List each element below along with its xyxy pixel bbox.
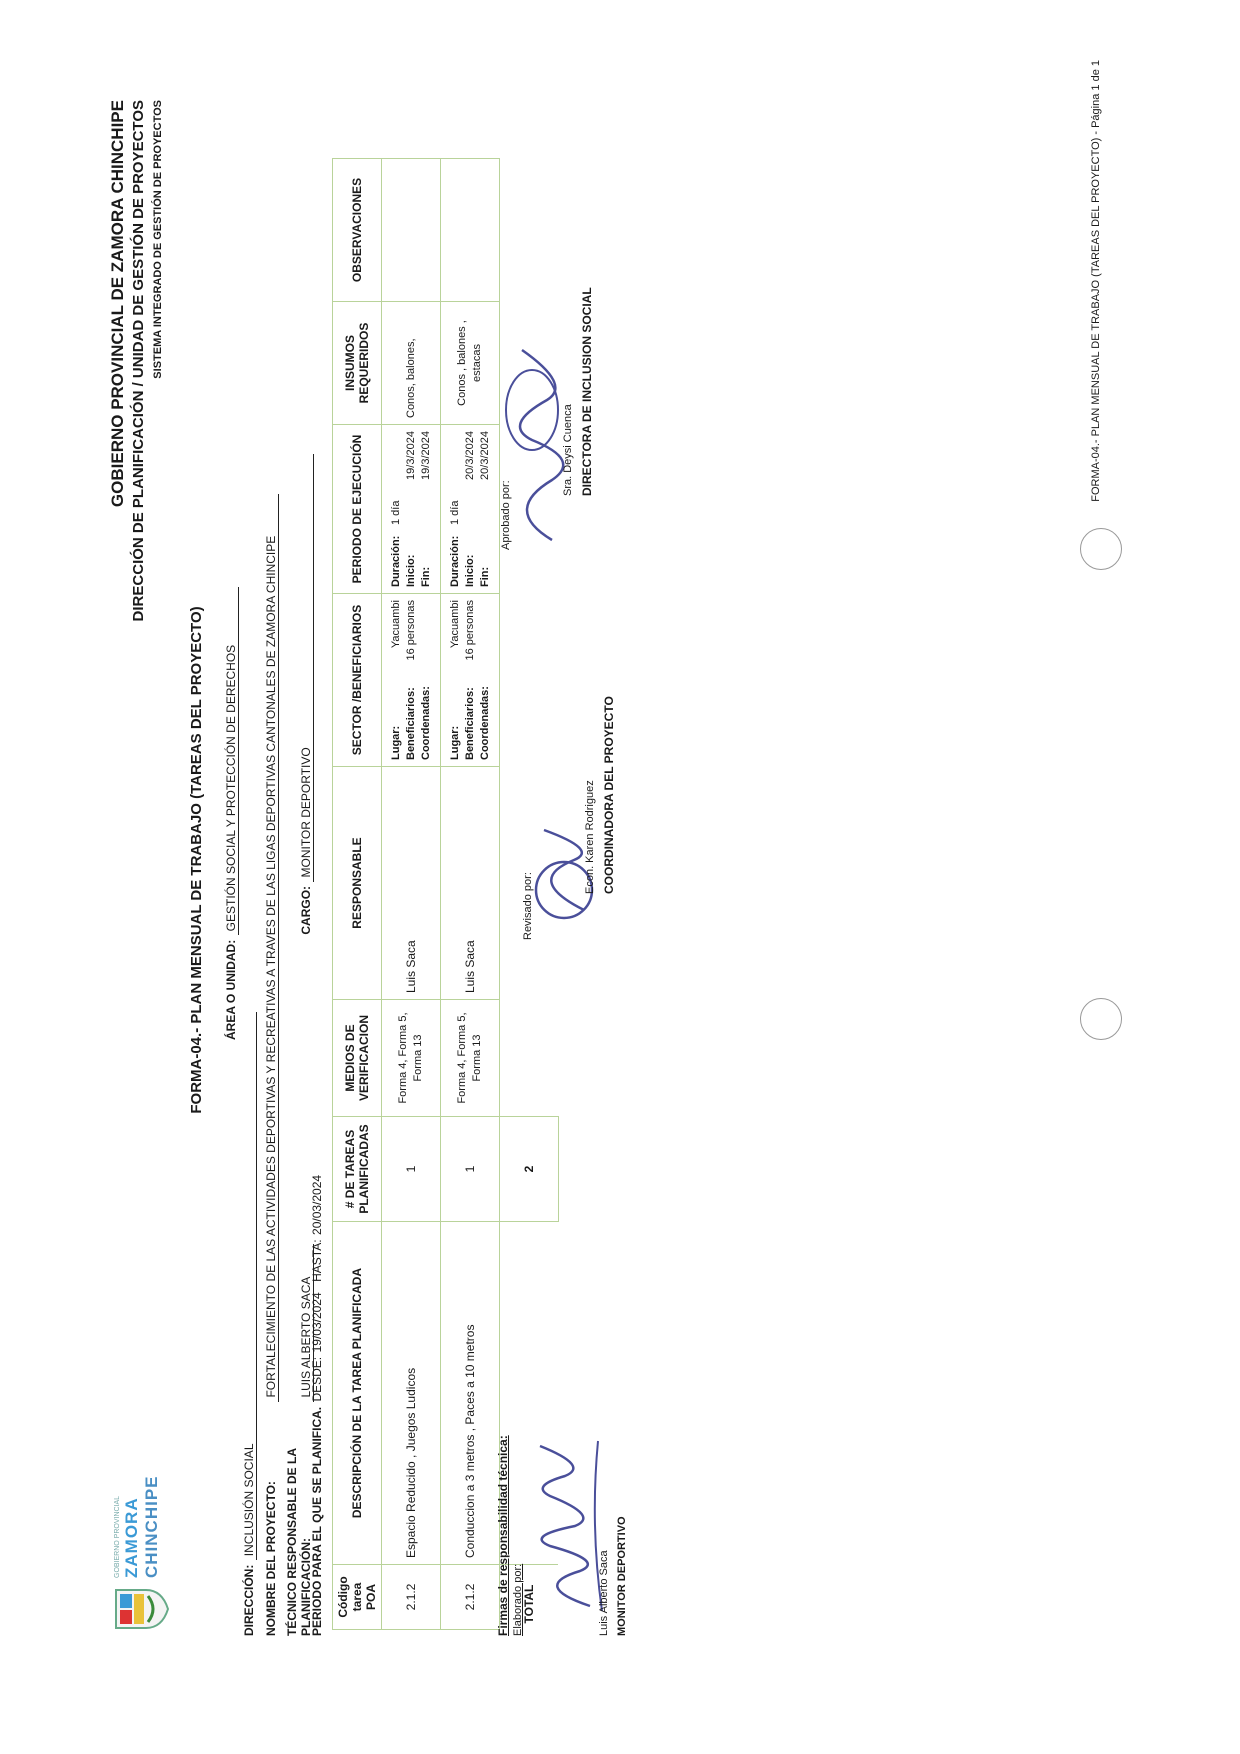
elaborado-label: Elaborado por:	[512, 1563, 524, 1636]
col-header-sector: SECTOR /BENEFICIARIOS	[333, 594, 382, 767]
cell-medios: Forma 4, Forma 5, Forma 13	[382, 1000, 441, 1117]
signature-aprobado	[500, 250, 640, 550]
lugar-label: Lugar:	[389, 725, 402, 760]
aprobado-role: DIRECTORA DE INCLUSION SOCIAL	[580, 287, 594, 496]
cell-observaciones	[441, 159, 500, 302]
cargo-label: CARGO:	[299, 885, 313, 935]
direccion-label: DIRECCIÓN:	[242, 1564, 256, 1636]
org-line-2: DIRECCIÓN DE PLANIFICACIÓN / UNIDAD DE GESTIÓN DE PROYECTOS	[130, 100, 147, 622]
fin-value: 19/3/2024	[419, 431, 432, 480]
direccion-row	[240, 1012, 258, 1636]
document-page	[80, 60, 1120, 1660]
cell-sector	[441, 594, 500, 767]
org-line-3: SISTEMA INTEGRADO DE GESTIÓN DE PROYECTOS	[152, 100, 164, 379]
fin-value: 20/3/2024	[478, 431, 491, 480]
area-value: GESTIÓN SOCIAL Y PROTECCIÓN DE DERECHOS	[224, 587, 239, 935]
beneficiarios-value: 16 personas	[404, 600, 417, 661]
punch-hole	[1080, 998, 1122, 1040]
cell-insumos: Conos , balones , estacas	[441, 302, 500, 425]
desde-label: DESDE:	[310, 1356, 324, 1402]
coordenadas-label: Coordenadas:	[419, 686, 432, 760]
lugar-value: Yacuambi	[448, 600, 461, 649]
signature-revisado	[522, 680, 642, 940]
proyecto-label: NOMBRE DEL PROYECTO:	[264, 1481, 278, 1636]
duracion-value: 1 día	[448, 500, 461, 525]
total-value: 2	[500, 1117, 559, 1222]
signature-elaborado	[512, 1376, 642, 1636]
form-title: FORMA-04.- PLAN MENSUAL DE TRABAJO (TAREAS DEL PROYECTO)	[188, 606, 205, 1114]
punch-hole	[1080, 528, 1122, 570]
col-header-insumos: INSUMOS REQUERIDOS	[333, 302, 382, 425]
cell-responsable: Luis Saca	[382, 767, 441, 1000]
table-header-row	[333, 159, 382, 1630]
revisado-name: Econ. Karen Rodriguez	[584, 780, 596, 894]
periodo-row	[308, 1175, 326, 1636]
zamora-chinchipe-logo	[108, 1422, 178, 1632]
beneficiarios-label: Beneficiarios:	[463, 687, 476, 760]
table-row	[441, 159, 500, 1630]
logo-name-line1: ZAMORA	[122, 1497, 141, 1578]
total-label: TOTAL	[500, 1565, 559, 1630]
cell-insumos: Conos, balones,	[382, 302, 441, 425]
fin-label: Fin:	[478, 566, 491, 587]
proyecto-row	[262, 494, 280, 1636]
beneficiarios-label: Beneficiarios:	[404, 687, 417, 760]
col-header-codigo: Código tarea POA	[333, 1565, 382, 1630]
cell-num-tareas: 1	[441, 1117, 500, 1222]
lugar-value: Yacuambi	[389, 600, 402, 649]
firmas-label: Firmas de responsabilidad técnica:	[496, 1435, 510, 1636]
inicio-value: 19/3/2024	[404, 431, 417, 480]
inicio-label: Inicio:	[404, 554, 417, 587]
signature-scribble-aprobado	[492, 330, 592, 550]
inicio-label: Inicio:	[463, 554, 476, 587]
col-header-num-tareas: # DE TAREAS PLANIFICADAS	[333, 1117, 382, 1222]
area-row	[222, 587, 240, 1040]
beneficiarios-value: 16 personas	[463, 600, 476, 661]
cargo-value: MONITOR DEPORTIVO	[299, 454, 314, 882]
col-header-descripcion: DESCRIPCIÓN DE LA TAREA PLANIFICADA	[333, 1222, 382, 1565]
cell-num-tareas: 1	[382, 1117, 441, 1222]
cell-descripcion: Espacio Reducido , Juegos Ludicos	[382, 1222, 441, 1565]
table-row	[382, 159, 441, 1630]
duracion-label: Duración:	[448, 535, 461, 587]
area-label: ÁREA O UNIDAD:	[224, 939, 238, 1040]
coordenadas-value	[419, 600, 434, 672]
org-line-1: GOBIERNO PROVINCIAL DE ZAMORA CHINCHIPE	[108, 100, 127, 508]
cell-codigo: 2.1.2	[441, 1565, 500, 1630]
cell-periodo	[382, 425, 441, 594]
desde-value: 19/03/2024	[310, 1292, 324, 1353]
direccion-value: INCLUSIÓN SOCIAL	[242, 1012, 257, 1560]
cell-medios: Forma 4, Forma 5, Forma 13	[441, 1000, 500, 1117]
proyecto-value: FORTALECIMIENTO DE LAS ACTIVIDADES DEPORTIVAS Y RECREATIVAS A TRAVES DE LAS LIGAS DEPORTIVAS CANTONALES DE ZAMORA CHINCIPE	[264, 494, 279, 1402]
page-footer: FORMA-04.- PLAN MENSUAL DE TRABAJO (TAREAS DEL PROYECTO) - Página 1 de 1	[1090, 60, 1102, 502]
lugar-label: Lugar:	[448, 725, 461, 760]
logo-top-line: GOBIERNO PROVINCIAL	[114, 1495, 121, 1578]
inicio-value: 20/3/2024	[463, 431, 476, 480]
col-header-medios: MEDIOS DE VERIFICACION	[333, 1000, 382, 1117]
revisado-label: Revisado por:	[522, 872, 534, 940]
tecnico-label: TÉCNICO RESPONSABLE DE LA PLANIFICACIÓN:	[285, 1448, 313, 1636]
cell-sector	[382, 594, 441, 767]
fin-label: Fin:	[419, 566, 432, 587]
cell-descripcion: Conduccion a 3 metros , Paces a 10 metros	[441, 1222, 500, 1565]
col-header-responsable: RESPONSABLE	[333, 767, 382, 1000]
cell-periodo	[441, 425, 500, 594]
cell-codigo: 2.1.2	[382, 1565, 441, 1630]
duracion-value: 1 día	[389, 500, 402, 525]
aprobado-name: Sra. Deysi Cuenca	[562, 404, 574, 496]
signature-scribble-elaborado	[520, 1436, 610, 1616]
coordenadas-value	[478, 600, 493, 672]
hasta-value: 20/03/2024	[310, 1174, 324, 1235]
periodo-label: PERIODO PARA EL QUE SE PLANIFICA.	[310, 1406, 324, 1636]
tecnico-value: LUIS ALBERTO SACA	[299, 1244, 314, 1402]
coordenadas-label: Coordenadas:	[478, 686, 491, 760]
revisado-role: COORDINADORA DEL PROYECTO	[602, 696, 616, 894]
elaborado-name: Luis Alberto Saca	[598, 1550, 610, 1636]
hasta-label: HASTA:	[310, 1239, 324, 1282]
shield-icon	[112, 1586, 170, 1632]
col-header-observaciones: OBSERVACIONES	[333, 159, 382, 302]
cell-responsable: Luis Saca	[441, 767, 500, 1000]
duracion-label: Duración:	[389, 535, 402, 587]
elaborado-role: MONITOR DEPORTIVO	[616, 1516, 628, 1636]
cell-observaciones	[382, 159, 441, 302]
logo-name-line2: CHINCHIPE	[142, 1475, 161, 1578]
aprobado-label: Aprobado por:	[500, 480, 512, 550]
col-header-periodo: PERIODO DE EJECUCIÓN	[333, 425, 382, 594]
